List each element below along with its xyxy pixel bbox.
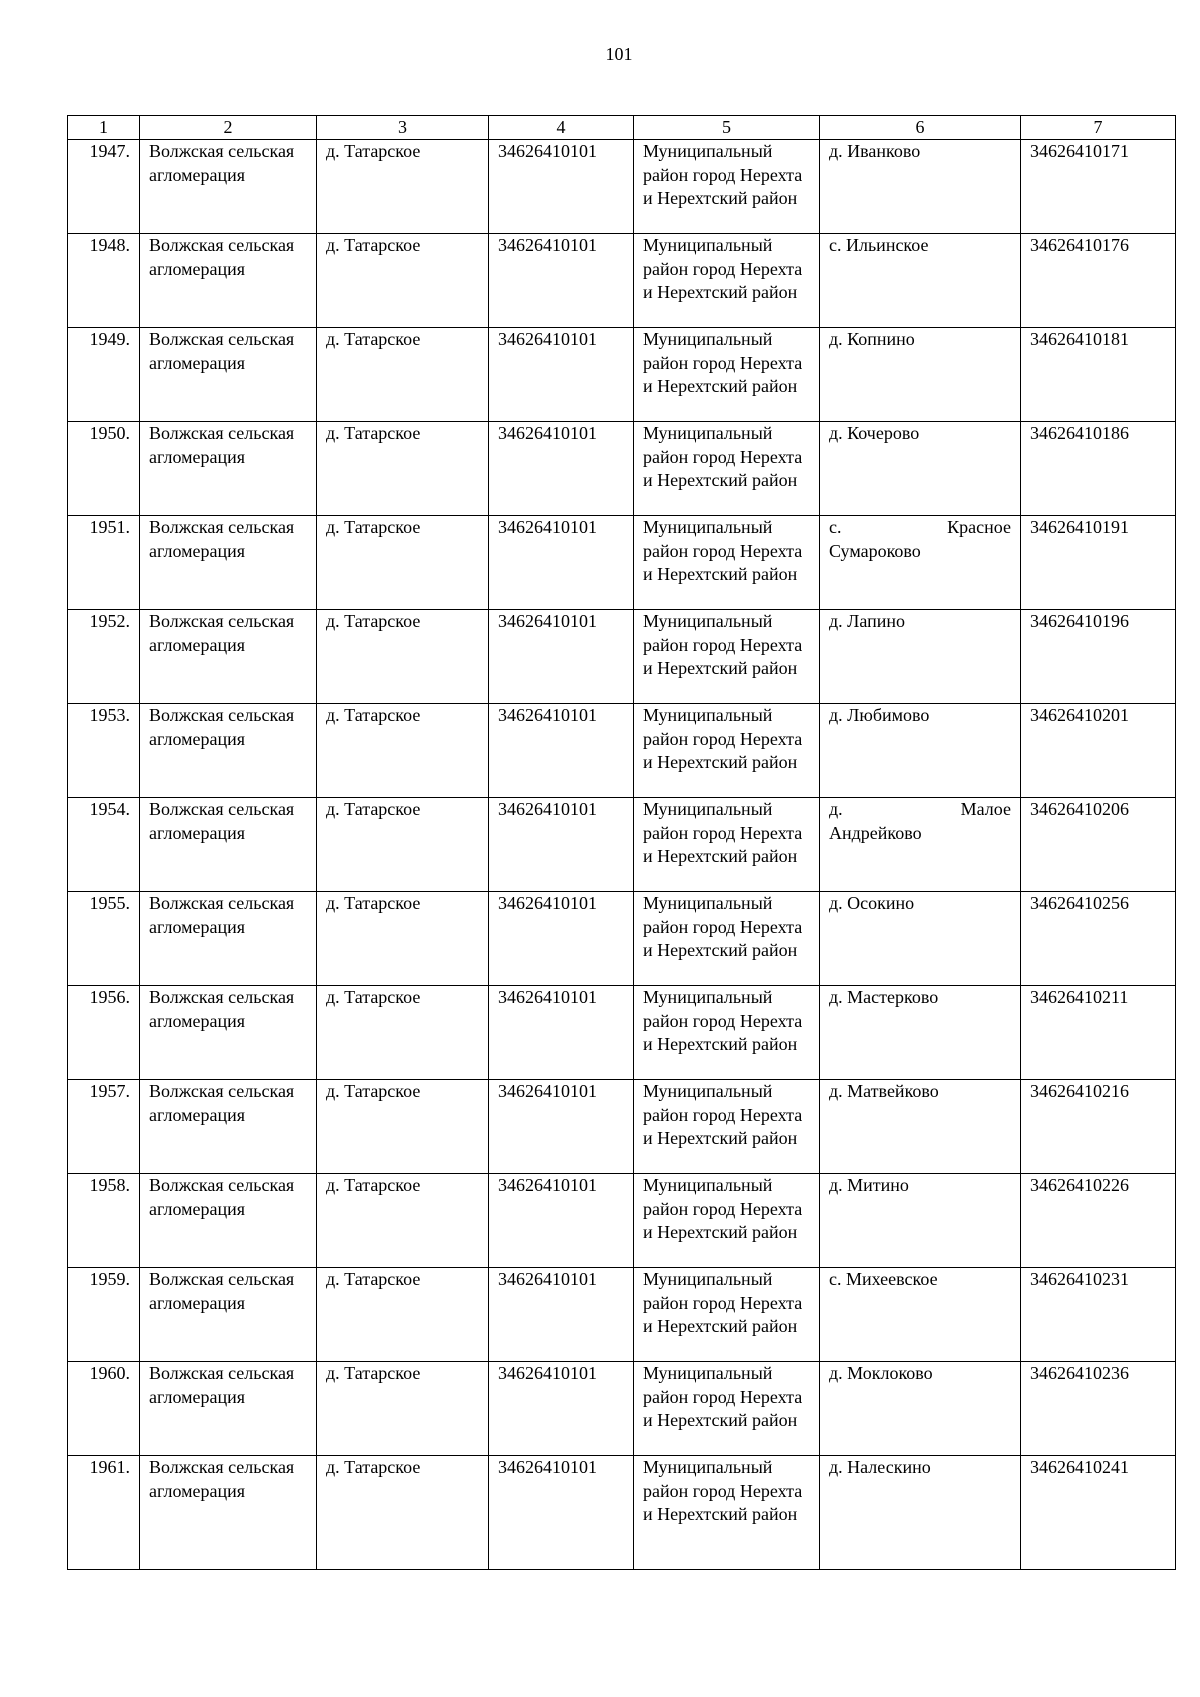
row-number-cell: 1957.: [68, 1080, 140, 1174]
row-number-cell: 1958.: [68, 1174, 140, 1268]
district-cell: Муниципальный район город Нерехта и Нерехтский район: [634, 1174, 820, 1268]
district-cell: Муниципальный район город Нерехта и Нерехтский район: [634, 704, 820, 798]
header-cell-4: 4: [489, 116, 634, 140]
row-number-cell: 1961.: [68, 1456, 140, 1570]
center-cell: д. Татарское: [317, 234, 489, 328]
center-code-cell: 34626410101: [489, 422, 634, 516]
agglomeration-cell: Волжская сельская агломерация: [140, 234, 317, 328]
district-cell: Муниципальный район город Нерехта и Нерехтский район: [634, 422, 820, 516]
agglomeration-cell: Волжская сельская агломерация: [140, 140, 317, 234]
center-code-cell: 34626410101: [489, 140, 634, 234]
agglomeration-cell: Волжская сельская агломерация: [140, 704, 317, 798]
settlement-cell: д. Осокино: [820, 892, 1021, 986]
settlement-code-cell: 34626410191: [1021, 516, 1176, 610]
table-row: [68, 516, 1176, 610]
settlement-cell: д. Моклоково: [820, 1362, 1021, 1456]
center-cell: д. Татарское: [317, 1174, 489, 1268]
row-number-cell: 1960.: [68, 1362, 140, 1456]
settlement-code-cell: 34626410171: [1021, 140, 1176, 234]
center-code-cell: 34626410101: [489, 1456, 634, 1570]
table-row: [68, 234, 1176, 328]
settlement-first-line: [829, 516, 1011, 540]
settlement-code-cell: 34626410196: [1021, 610, 1176, 704]
table-row: [68, 1080, 1176, 1174]
settlement-code-cell: 34626410236: [1021, 1362, 1176, 1456]
settlement-rest: Сумароково: [829, 540, 921, 561]
agglomeration-cell: Волжская сельская агломерация: [140, 1456, 317, 1570]
center-code-cell: 34626410101: [489, 1362, 634, 1456]
settlement-code-cell: 34626410231: [1021, 1268, 1176, 1362]
agglomeration-cell: Волжская сельская агломерация: [140, 516, 317, 610]
center-cell: д. Татарское: [317, 328, 489, 422]
header-cell-5: 5: [634, 116, 820, 140]
table-row: [68, 1268, 1176, 1362]
agglomeration-cell: Волжская сельская агломерация: [140, 986, 317, 1080]
table-row: [68, 1174, 1176, 1268]
center-code-cell: 34626410101: [489, 798, 634, 892]
row-number-cell: 1949.: [68, 328, 140, 422]
header-cell-2: 2: [140, 116, 317, 140]
district-cell: Муниципальный район город Нерехта и Нерехтский район: [634, 1362, 820, 1456]
center-code-cell: 34626410101: [489, 328, 634, 422]
header-cell-3: 3: [317, 116, 489, 140]
settlement-cell: д. Любимово: [820, 704, 1021, 798]
district-cell: Муниципальный район город Нерехта и Нерехтский район: [634, 610, 820, 704]
agglomeration-cell: Волжская сельская агломерация: [140, 798, 317, 892]
district-cell: Муниципальный район город Нерехта и Нерехтский район: [634, 892, 820, 986]
settlement-cell: д. Иванково: [820, 140, 1021, 234]
table-row: [68, 1456, 1176, 1570]
row-number-cell: 1953.: [68, 704, 140, 798]
settlement-code-cell: 34626410181: [1021, 328, 1176, 422]
row-number-cell: 1947.: [68, 140, 140, 234]
agglomeration-cell: Волжская сельская агломерация: [140, 892, 317, 986]
center-cell: д. Татарское: [317, 422, 489, 516]
page-number: 101: [605, 44, 633, 64]
settlement-code-cell: 34626410201: [1021, 704, 1176, 798]
settlement-cell: с. Михеевское: [820, 1268, 1021, 1362]
center-cell: д. Татарское: [317, 1268, 489, 1362]
row-number-cell: 1952.: [68, 610, 140, 704]
settlements-table: [67, 115, 1176, 1570]
settlement-code-cell: 34626410176: [1021, 234, 1176, 328]
agglomeration-cell: Волжская сельская агломерация: [140, 328, 317, 422]
center-cell: д. Татарское: [317, 1456, 489, 1570]
settlement-rest: Андрейково: [829, 822, 922, 843]
row-number-cell: 1955.: [68, 892, 140, 986]
center-code-cell: 34626410101: [489, 610, 634, 704]
settlement-cell: д. Налескино: [820, 1456, 1021, 1570]
center-cell: д. Татарское: [317, 516, 489, 610]
settlement-cell: д. Копнино: [820, 328, 1021, 422]
table-row: [68, 892, 1176, 986]
table-row: [68, 704, 1176, 798]
settlement-prefix: д.: [829, 799, 843, 819]
header-cell-6: 6: [820, 116, 1021, 140]
settlement-cell: д. Матвейково: [820, 1080, 1021, 1174]
table-row: [68, 610, 1176, 704]
table-row: [68, 798, 1176, 892]
settlement-code-cell: 34626410211: [1021, 986, 1176, 1080]
center-cell: д. Татарское: [317, 892, 489, 986]
table-row: [68, 422, 1176, 516]
header-row: [68, 116, 1176, 140]
district-cell: Муниципальный район город Нерехта и Нерехтский район: [634, 234, 820, 328]
table-row: [68, 140, 1176, 234]
table-row: [68, 986, 1176, 1080]
table-row: [68, 1362, 1176, 1456]
agglomeration-cell: Волжская сельская агломерация: [140, 422, 317, 516]
district-cell: Муниципальный район город Нерехта и Нерехтский район: [634, 1456, 820, 1570]
district-cell: Муниципальный район город Нерехта и Нерехтский район: [634, 328, 820, 422]
center-code-cell: 34626410101: [489, 892, 634, 986]
header-cell-1: 1: [68, 116, 140, 140]
settlement-code-cell: 34626410186: [1021, 422, 1176, 516]
agglomeration-cell: Волжская сельская агломерация: [140, 1174, 317, 1268]
district-cell: Муниципальный район город Нерехта и Нерехтский район: [634, 516, 820, 610]
agglomeration-cell: Волжская сельская агломерация: [140, 1080, 317, 1174]
center-cell: д. Татарское: [317, 140, 489, 234]
center-code-cell: 34626410101: [489, 704, 634, 798]
settlement-prefix: с.: [829, 517, 842, 537]
center-cell: д. Татарское: [317, 986, 489, 1080]
center-code-cell: 34626410101: [489, 1080, 634, 1174]
center-code-cell: 34626410101: [489, 516, 634, 610]
district-cell: Муниципальный район город Нерехта и Нерехтский район: [634, 1080, 820, 1174]
table-row: [68, 328, 1176, 422]
agglomeration-cell: Волжская сельская агломерация: [140, 1268, 317, 1362]
settlement-first-word: Красное: [947, 517, 1011, 537]
row-number-cell: 1954.: [68, 798, 140, 892]
settlement-code-cell: 34626410226: [1021, 1174, 1176, 1268]
district-cell: Муниципальный район город Нерехта и Нерехтский район: [634, 1268, 820, 1362]
settlement-code-cell: 34626410206: [1021, 798, 1176, 892]
settlement-cell: д. Митино: [820, 1174, 1021, 1268]
settlement-cell: д. Мастерково: [820, 986, 1021, 1080]
district-cell: Муниципальный район город Нерехта и Нерехтский район: [634, 798, 820, 892]
settlement-first-word: Малое: [960, 799, 1011, 819]
center-code-cell: 34626410101: [489, 1174, 634, 1268]
center-cell: д. Татарское: [317, 1080, 489, 1174]
settlement-code-cell: 34626410241: [1021, 1456, 1176, 1570]
center-code-cell: 34626410101: [489, 986, 634, 1080]
row-number-cell: 1951.: [68, 516, 140, 610]
settlement-cell: с. Ильинское: [820, 234, 1021, 328]
center-cell: д. Татарское: [317, 610, 489, 704]
row-number-cell: 1948.: [68, 234, 140, 328]
agglomeration-cell: Волжская сельская агломерация: [140, 1362, 317, 1456]
header-cell-7: 7: [1021, 116, 1176, 140]
settlement-cell: [820, 516, 1021, 610]
center-cell: д. Татарское: [317, 798, 489, 892]
district-cell: Муниципальный район город Нерехта и Нерехтский район: [634, 986, 820, 1080]
settlement-cell: д. Лапино: [820, 610, 1021, 704]
settlement-code-cell: 34626410216: [1021, 1080, 1176, 1174]
center-code-cell: 34626410101: [489, 234, 634, 328]
center-cell: д. Татарское: [317, 1362, 489, 1456]
district-cell: Муниципальный район город Нерехта и Нерехтский район: [634, 140, 820, 234]
settlement-cell: [820, 798, 1021, 892]
settlement-code-cell: 34626410256: [1021, 892, 1176, 986]
agglomeration-cell: Волжская сельская агломерация: [140, 610, 317, 704]
center-code-cell: 34626410101: [489, 1268, 634, 1362]
row-number-cell: 1950.: [68, 422, 140, 516]
settlement-cell: д. Кочерово: [820, 422, 1021, 516]
row-number-cell: 1956.: [68, 986, 140, 1080]
row-number-cell: 1959.: [68, 1268, 140, 1362]
center-cell: д. Татарское: [317, 704, 489, 798]
settlement-first-line: [829, 798, 1011, 822]
